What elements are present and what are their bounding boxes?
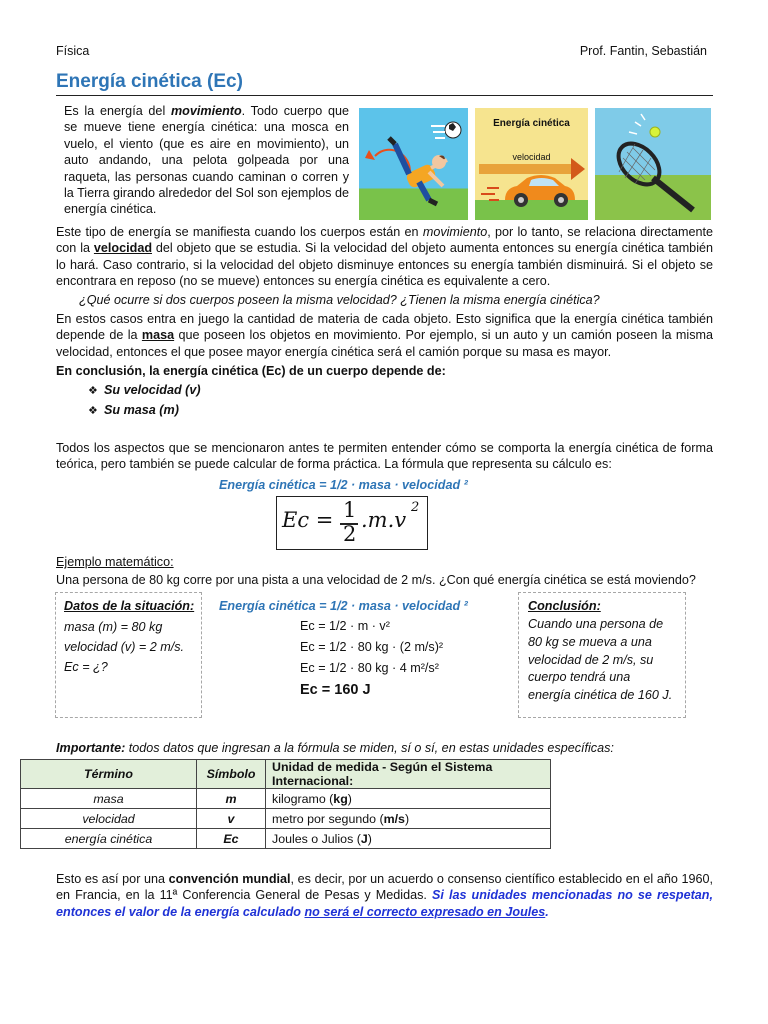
cell-unit: metro por segundo (m/s) <box>266 809 551 829</box>
conclusion-text: Cuando una persona de 80 kg se mueva a una velocidad de 2 m/s, su cuerpo tendrá una energía cinética de 160 J. <box>528 617 673 703</box>
bullet-velocity: ❖ Su velocidad (v) <box>88 383 201 397</box>
data-box <box>55 592 202 718</box>
illustration-speed-label: velocidad <box>512 152 551 162</box>
cell-unit: kilogramo (kg) <box>266 789 551 809</box>
tennis-racket-icon <box>595 108 711 220</box>
table-row <box>21 789 551 809</box>
question-text: ¿Qué ocurre si dos cuerpos poseen la misma velocidad? ¿Tienen la misma energía cinética? <box>79 293 600 307</box>
page-title: Energía cinética (Ec) <box>56 71 243 92</box>
formula-numerator: 1 <box>343 498 357 522</box>
car-image <box>475 108 588 220</box>
header-unit: Unidad de medida - Según el Sistema Internacional: <box>266 760 551 789</box>
example-problem: Una persona de 80 kg corre por una pista a una velocidad de 2 m/s. ¿Con qué energía cinética se está moviendo? <box>56 573 696 587</box>
conclusion-box <box>518 592 686 718</box>
formula-intro-paragraph: Todos los aspectos que se mencionaron antes te permiten entender cómo se comporta la energía cinética de forma teórica, pero también se puede calcular de forma práctica. La fórmula que representa su cálculo es: <box>56 441 713 472</box>
cell-symbol: m <box>197 789 266 809</box>
velocity-paragraph: Este tipo de energía se manifiesta cuando los cuerpos están en movimiento, por lo tanto, se relaciona directamente con la velocidad del objeto que se estudia. Si la velocidad del objeto aumenta entonces su energía cinética también lo hará. Caso contrario, si la velocidad del objeto disminuye entonces su energía también disminuirá. Si el objeto se encontrara en reposo (no se mueve) entonces su energía cinética es equivalente a cero. <box>56 225 713 289</box>
cell-term: masa <box>21 789 197 809</box>
car-icon <box>475 108 588 220</box>
formula-box <box>276 496 428 550</box>
calc-step-1: Ec = 1/2 · m · v² <box>300 619 390 633</box>
table-header-row <box>21 760 551 789</box>
units-table <box>20 759 551 849</box>
intro-paragraph: Es la energía del movimiento. Todo cuerpo que se mueve tiene energía cinética: una mosca en vuelo, el viento (que es aire en movimiento), un auto andando, una pelota golpeada por una raqueta, las personas cuando caminan o corren y la Tierra girando alrededor del Sol son ejemplos de energía cinética. <box>64 104 349 217</box>
soccer-kick-icon <box>359 108 468 220</box>
table-row <box>21 809 551 829</box>
data-title: Datos de la situación: <box>64 599 195 613</box>
calc-step-2: Ec = 1/2 · 80 kg · (2 m/s)² <box>300 640 444 654</box>
table-row <box>21 829 551 849</box>
formula-rhs: .m.v <box>361 508 407 532</box>
conclusion-intro: En conclusión, la energía cinética (Ec) de un cuerpo depende de: <box>56 364 446 378</box>
cell-symbol: Ec <box>197 829 266 849</box>
cell-symbol: v <box>197 809 266 829</box>
header-term: Término <box>21 760 197 789</box>
bullet-mass: ❖ Su masa (m) <box>88 403 179 417</box>
cell-term: energía cinética <box>21 829 197 849</box>
data-lines: masa (m) = 80 kg velocidad (v) = 2 m/s. Ec = ¿? <box>64 620 185 674</box>
formula-text: Energía cinética = 1/2 · masa · velocidad ² <box>219 478 468 492</box>
title-rule <box>56 95 713 96</box>
tennis-racket-image <box>595 108 711 220</box>
formula-exponent: 2 <box>411 500 420 515</box>
formula-lhs: Ec = <box>282 508 334 532</box>
formula-denominator: 2 <box>343 522 357 546</box>
final-paragraph: Esto es así por una convención mundial, es decir, por un acuerdo o consenso científico establecido en el año 1960, en Francia, en la 11ª Conferencia General de Pesas y Medidas. Si las unidades mencionadas no se respetan, entonces el valor de la energía calculado no será el correcto expresado en Joules. <box>56 872 713 919</box>
soccer-player-image <box>359 108 468 220</box>
teacher-label: Prof. Fantin, Sebastián <box>579 44 707 58</box>
diamond-bullet-icon: ❖ <box>88 385 98 397</box>
calc-step-3: Ec = 1/2 · 80 kg · 4 m²/s² <box>300 661 439 675</box>
example-formula: Energía cinética = 1/2 · masa · velocidad ² <box>219 599 468 613</box>
conclusion-title: Conclusión: <box>528 599 601 613</box>
diamond-bullet-icon: ❖ <box>88 405 98 417</box>
example-heading: Ejemplo matemático: <box>56 555 174 569</box>
illustration-title: Energía cinética <box>493 118 570 129</box>
cell-unit: Joules o Julios (J) <box>266 829 551 849</box>
mass-paragraph: En estos casos entra en juego la cantidad de materia de cada objeto. Esto significa que la energía cinética también depende de la masa que poseen los objetos en movimiento. Por ejemplo, si un auto y un camión poseen la misma velocidad, entonces el que posee mayor energía cinética será el camión porque su masa es mayor. <box>56 312 713 359</box>
header-symbol: Símbolo <box>197 760 266 789</box>
cell-term: velocidad <box>21 809 197 829</box>
subject-label: Física <box>56 44 90 58</box>
calc-result: Ec = 160 J <box>300 682 371 698</box>
important-note: Importante: todos datos que ingresan a la fórmula se miden, sí o sí, en estas unidades específicas: <box>56 741 614 755</box>
